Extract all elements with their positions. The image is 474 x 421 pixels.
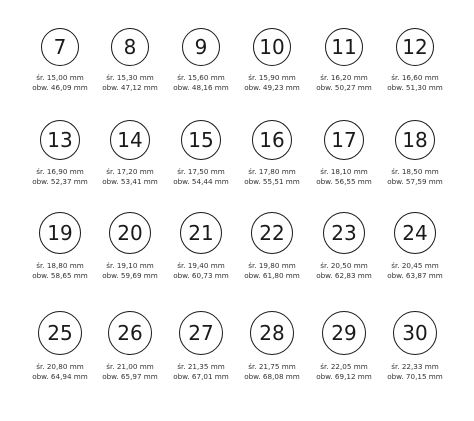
ring-size-cell	[379, 120, 451, 186]
ring-size-number: 26	[117, 321, 143, 345]
ring-size-number: 25	[47, 321, 73, 345]
ring-diameter: śr. 19,40 mm	[177, 261, 225, 270]
ring-size-cell	[165, 212, 237, 280]
ring-size-cell	[379, 28, 451, 92]
ring-size-circle	[395, 120, 435, 160]
ring-size-cell	[308, 28, 380, 92]
ring-diameter: śr. 20,50 mm	[320, 261, 368, 270]
ring-diameter: śr. 15,90 mm	[248, 73, 296, 82]
ring-size-cell	[308, 120, 380, 186]
ring-size-cell	[94, 28, 166, 92]
ring-size-number: 29	[331, 321, 357, 345]
ring-diameter: śr. 18,50 mm	[391, 167, 439, 176]
ring-circumference: obw. 47,12 mm	[102, 82, 158, 92]
ring-size-info	[236, 167, 308, 186]
ring-size-info	[94, 261, 166, 280]
ring-size-cell	[379, 311, 451, 381]
ring-size-info	[165, 167, 237, 186]
ring-size-number: 28	[259, 321, 285, 345]
ring-size-info	[24, 362, 96, 381]
ring-size-number: 10	[259, 35, 285, 59]
ring-diameter: śr. 15,60 mm	[177, 73, 225, 82]
ring-size-info	[24, 261, 96, 280]
ring-size-cell	[94, 120, 166, 186]
ring-size-circle	[181, 120, 221, 160]
ring-diameter: śr. 21,35 mm	[177, 362, 225, 371]
ring-circumference: obw. 68,08 mm	[244, 371, 300, 381]
ring-size-number: 30	[402, 321, 428, 345]
ring-size-circle	[108, 311, 152, 355]
ring-size-info	[236, 73, 308, 92]
ring-size-number: 8	[123, 35, 137, 59]
ring-size-info	[165, 73, 237, 92]
ring-size-number: 19	[47, 221, 73, 245]
ring-size-circle	[253, 28, 291, 66]
ring-circumference: obw. 46,09 mm	[32, 82, 88, 92]
ring-diameter: śr. 19,80 mm	[248, 261, 296, 270]
ring-diameter: śr. 16,20 mm	[320, 73, 368, 82]
ring-circumference: obw. 57,59 mm	[387, 176, 443, 186]
ring-diameter: śr. 18,10 mm	[320, 167, 368, 176]
ring-circumference: obw. 55,51 mm	[244, 176, 300, 186]
ring-size-number: 14	[117, 128, 143, 152]
ring-size-cell	[24, 311, 96, 381]
ring-size-circle	[252, 120, 292, 160]
ring-size-circle	[179, 311, 223, 355]
ring-size-circle	[38, 311, 82, 355]
ring-circumference: obw. 53,41 mm	[102, 176, 158, 186]
ring-size-number: 13	[47, 128, 73, 152]
ring-circumference: obw. 56,55 mm	[316, 176, 372, 186]
ring-diameter: śr. 21,00 mm	[106, 362, 154, 371]
ring-size-cell	[308, 212, 380, 280]
ring-size-number: 24	[402, 221, 428, 245]
ring-diameter: śr. 16,90 mm	[36, 167, 84, 176]
ring-size-cell	[24, 28, 96, 92]
ring-circumference: obw. 58,65 mm	[32, 270, 88, 280]
ring-size-circle	[393, 311, 437, 355]
ring-size-cell	[24, 212, 96, 280]
ring-circumference: obw. 54,44 mm	[173, 176, 229, 186]
ring-size-circle	[323, 212, 365, 254]
ring-size-info	[308, 73, 380, 92]
ring-size-number: 7	[53, 35, 67, 59]
ring-size-cell	[236, 311, 308, 381]
ring-circumference: obw. 60,73 mm	[173, 270, 229, 280]
ring-circumference: obw. 61,80 mm	[244, 270, 300, 280]
ring-diameter: śr. 17,80 mm	[248, 167, 296, 176]
ring-diameter: śr. 18,80 mm	[36, 261, 84, 270]
ring-diameter: śr. 16,60 mm	[391, 73, 439, 82]
ring-size-circle	[111, 28, 149, 66]
ring-size-cell	[165, 311, 237, 381]
ring-size-cell	[165, 28, 237, 92]
ring-diameter: śr. 15,30 mm	[106, 73, 154, 82]
ring-size-info	[308, 261, 380, 280]
ring-circumference: obw. 62,83 mm	[316, 270, 372, 280]
ring-size-circle	[110, 120, 150, 160]
ring-diameter: śr. 17,50 mm	[177, 167, 225, 176]
ring-size-info	[379, 362, 451, 381]
ring-size-cell	[308, 311, 380, 381]
ring-size-info	[165, 261, 237, 280]
ring-size-info	[94, 167, 166, 186]
ring-size-info	[24, 167, 96, 186]
ring-size-info	[94, 73, 166, 92]
ring-size-info	[24, 73, 96, 92]
ring-circumference: obw. 64,94 mm	[32, 371, 88, 381]
ring-diameter: śr. 22,05 mm	[320, 362, 368, 371]
ring-circumference: obw. 51,30 mm	[387, 82, 443, 92]
ring-size-circle	[109, 212, 151, 254]
ring-size-circle	[180, 212, 222, 254]
ring-diameter: śr. 19,10 mm	[106, 261, 154, 270]
ring-size-circle	[39, 212, 81, 254]
ring-size-cell	[94, 311, 166, 381]
ring-size-cell	[165, 120, 237, 186]
ring-size-cell	[236, 120, 308, 186]
ring-size-info	[379, 261, 451, 280]
ring-size-info	[308, 167, 380, 186]
ring-circumference: obw. 50,27 mm	[316, 82, 372, 92]
ring-diameter: śr. 20,45 mm	[391, 261, 439, 270]
ring-size-number: 17	[331, 128, 357, 152]
ring-size-info	[379, 167, 451, 186]
ring-size-circle	[325, 28, 363, 66]
ring-size-info	[308, 362, 380, 381]
ring-size-number: 16	[259, 128, 285, 152]
ring-diameter: śr. 21,75 mm	[248, 362, 296, 371]
ring-size-cell	[94, 212, 166, 280]
ring-size-cell	[236, 28, 308, 92]
ring-size-info	[236, 362, 308, 381]
ring-circumference: obw. 67,01 mm	[173, 371, 229, 381]
ring-size-cell	[236, 212, 308, 280]
ring-size-number: 9	[194, 35, 208, 59]
ring-size-number: 15	[188, 128, 214, 152]
ring-size-circle	[41, 28, 79, 66]
ring-size-number: 11	[331, 35, 357, 59]
ring-circumference: obw. 69,12 mm	[316, 371, 372, 381]
ring-size-circle	[40, 120, 80, 160]
ring-size-number: 22	[259, 221, 285, 245]
ring-size-circle	[251, 212, 293, 254]
ring-size-info	[379, 73, 451, 92]
ring-size-circle	[182, 28, 220, 66]
ring-diameter: śr. 22,33 mm	[391, 362, 439, 371]
ring-circumference: obw. 65,97 mm	[102, 371, 158, 381]
ring-size-cell	[24, 120, 96, 186]
ring-size-circle	[250, 311, 294, 355]
ring-size-number: 20	[117, 221, 143, 245]
ring-circumference: obw. 49,23 mm	[244, 82, 300, 92]
ring-diameter: śr. 15,00 mm	[36, 73, 84, 82]
ring-circumference: obw. 52,37 mm	[32, 176, 88, 186]
ring-size-number: 18	[402, 128, 428, 152]
ring-size-circle	[396, 28, 434, 66]
ring-size-circle	[394, 212, 436, 254]
ring-circumference: obw. 70,15 mm	[387, 371, 443, 381]
ring-size-number: 21	[188, 221, 214, 245]
ring-size-circle	[322, 311, 366, 355]
ring-circumference: obw. 59,69 mm	[102, 270, 158, 280]
ring-size-number: 12	[402, 35, 428, 59]
ring-size-circle	[324, 120, 364, 160]
ring-diameter: śr. 17,20 mm	[106, 167, 154, 176]
ring-size-info	[165, 362, 237, 381]
ring-circumference: obw. 63,87 mm	[387, 270, 443, 280]
ring-circumference: obw. 48,16 mm	[173, 82, 229, 92]
ring-size-number: 27	[188, 321, 214, 345]
ring-size-info	[94, 362, 166, 381]
ring-size-number: 23	[331, 221, 357, 245]
ring-size-cell	[379, 212, 451, 280]
ring-size-info	[236, 261, 308, 280]
ring-diameter: śr. 20,80 mm	[36, 362, 84, 371]
